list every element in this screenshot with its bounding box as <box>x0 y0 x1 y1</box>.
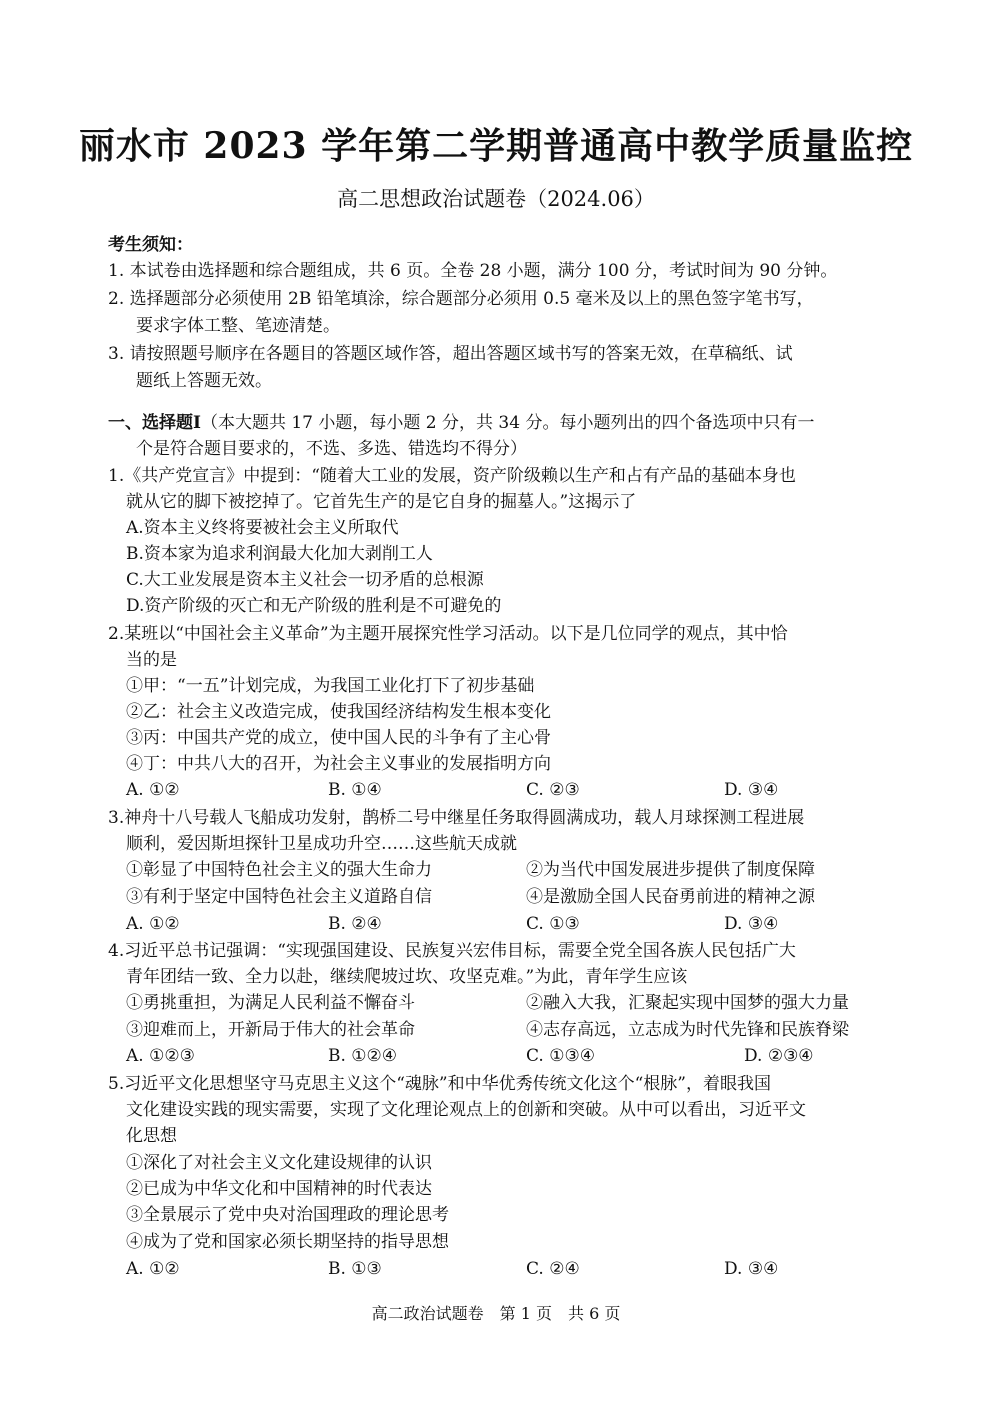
notice-item: 1. 本试卷由选择题和综合题组成，共 6 页。全卷 28 小题，满分 100 分，考试时间为 90 分钟。 <box>108 261 838 281</box>
answer-option: C. ②④ <box>526 1259 580 1279</box>
answer-option: D. ③④ <box>724 914 779 934</box>
answer-option: B.资本家为追求利润最大化加大剥削工人 <box>126 544 433 564</box>
question-stem: 当的是 <box>126 650 177 670</box>
answer-option: A. ①② <box>126 914 180 934</box>
statement-item: ①彰显了中国特色社会主义的强大生命力 <box>126 860 432 880</box>
question-stem: 1.《共产党宣言》中提到：“随着大工业的发展，资产阶级赖以生产和占有产品的基础本身也 <box>108 466 796 486</box>
section-heading-line <box>108 410 814 436</box>
statement-item: ②融入大我，汇聚起实现中国梦的强大力量 <box>526 993 849 1013</box>
question-stem: 就从它的脚下被挖掉了。它首先生产的是它自身的掘墓人。”这揭示了 <box>126 492 637 512</box>
notice-heading: 考生须知： <box>108 235 193 255</box>
answer-option: B. ①③ <box>328 1259 382 1279</box>
question-stem: 青年团结一致、全力以赴，继续爬坡过坎、攻坚克难。”为此，青年学生应该 <box>126 967 688 987</box>
statement-item: ③有利于坚定中国特色社会主义道路自信 <box>126 887 432 907</box>
answer-option: C. ①③ <box>526 914 580 934</box>
statement-item: ④是激励全国人民奋勇前进的精神之源 <box>526 887 815 907</box>
statement-item: ②已成为中华文化和中国精神的时代表达 <box>126 1179 432 1199</box>
notice-item: 题纸上答题无效。 <box>136 371 272 391</box>
answer-option: B. ①④ <box>328 780 382 800</box>
page-subtitle: 高二思想政治试题卷（2024.06） <box>337 187 655 211</box>
statement-item: ②乙：社会主义改造完成，使我国经济结构发生根本变化 <box>126 702 551 722</box>
question-stem: 化思想 <box>126 1126 177 1146</box>
statement-item: ③丙：中国共产党的成立，使中国人民的斗争有了主心骨 <box>126 728 551 748</box>
question-stem: 4.习近平总书记强调：“实现强国建设、民族复兴宏伟目标，需要全党全国各族人民包括广大 <box>108 941 796 961</box>
answer-option: D.资产阶级的灭亡和无产阶级的胜利是不可避免的 <box>126 596 502 616</box>
question-stem: 3.神舟十八号载人飞船成功发射，鹊桥二号中继星任务取得圆满成功，载人月球探测工程进展 <box>108 808 805 828</box>
section-desc: 个是符合题目要求的，不选、多选、错选均不得分） <box>136 439 527 459</box>
question-stem: 文化建设实践的现实需要，实现了文化理论观点上的创新和突破。从中可以看出，习近平文 <box>126 1100 806 1120</box>
answer-option: A. ①②③ <box>126 1046 195 1066</box>
notice-item: 2. 选择题部分必须使用 2B 铅笔填涂，综合题部分必须用 0.5 毫米及以上的黑色签字笔书写， <box>108 289 814 309</box>
answer-option: A. ①② <box>126 780 180 800</box>
statement-item: ③迎难而上，开新局于伟大的社会革命 <box>126 1020 415 1040</box>
answer-option: C.大工业发展是资本主义社会一切矛盾的总根源 <box>126 570 484 590</box>
statement-item: ②为当代中国发展进步提供了制度保障 <box>526 860 815 880</box>
notice-item: 3. 请按照题号顺序在各题目的答题区域作答，超出答题区域书写的答案无效，在草稿纸、试 <box>108 344 793 364</box>
statement-item: ①勇挑重担，为满足人民利益不懈奋斗 <box>126 993 415 1013</box>
page-footer: 高二政治试题卷 第 1 页 共 6 页 <box>371 1304 621 1323</box>
question-stem: 5.习近平文化思想坚守马克思主义这个“魂脉”和中华优秀传统文化这个“根脉”，着眼我国 <box>108 1074 771 1094</box>
statement-item: ①深化了对社会主义文化建设规律的认识 <box>126 1153 432 1173</box>
statement-item: ④志存高远，立志成为时代先锋和民族脊梁 <box>526 1020 849 1040</box>
answer-option: C. ②③ <box>526 780 580 800</box>
answer-option: D. ③④ <box>724 1259 779 1279</box>
question-stem: 顺利，爱因斯坦探针卫星成功升空……这些航天成就 <box>126 834 517 854</box>
page-title: 丽水市 2023 学年第二学期普通高中教学质量监控 <box>78 125 914 167</box>
section-heading: 一、选择题Ⅰ <box>108 413 201 433</box>
section-desc: （本大题共 17 小题，每小题 2 分，共 34 分。每小题列出的四个备选项中只有一 <box>200 413 815 433</box>
statement-item: ①甲：“一五”计划完成，为我国工业化打下了初步基础 <box>126 676 535 696</box>
statement-item: ③全景展示了党中央对治国理政的理论思考 <box>126 1205 449 1225</box>
statement-item: ④成为了党和国家必须长期坚持的指导思想 <box>126 1232 449 1252</box>
answer-option: A. ①② <box>126 1259 180 1279</box>
answer-option: D. ③④ <box>724 780 779 800</box>
statement-item: ④丁：中共八大的召开，为社会主义事业的发展指明方向 <box>126 754 551 774</box>
answer-option: B. ①②④ <box>328 1046 398 1066</box>
notice-item: 要求字体工整、笔迹清楚。 <box>136 316 340 336</box>
answer-option: B. ②④ <box>328 914 382 934</box>
question-stem: 2.某班以“中国社会主义革命”为主题开展探究性学习活动。以下是几位同学的观点，其中恰 <box>108 624 788 644</box>
answer-option: C. ①③④ <box>526 1046 595 1066</box>
answer-option: D. ②③④ <box>744 1046 814 1066</box>
answer-option: A.资本主义终将要被社会主义所取代 <box>126 518 399 538</box>
